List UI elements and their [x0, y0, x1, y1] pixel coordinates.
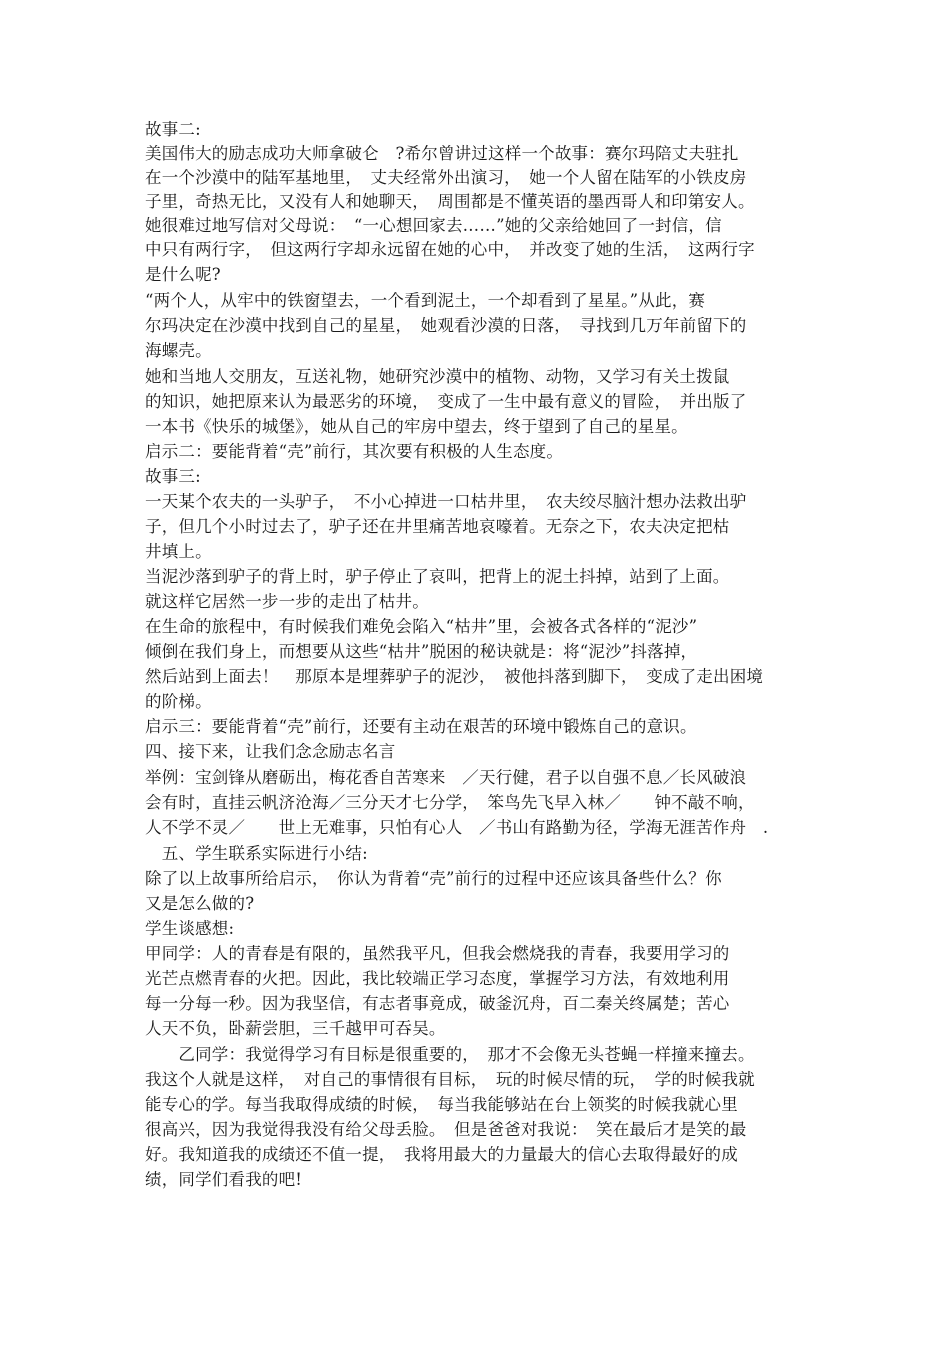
text-line: 她和当地人交朋友，互送礼物，她研究沙漠中的植物、动物，又学习有关土拨鼠: [145, 367, 730, 386]
text-line: 井填上。: [145, 542, 212, 561]
text-line: 是什么呢?: [145, 265, 221, 284]
text-line: 故事三:: [145, 467, 201, 486]
text-line: 每一分每一秒。因为我坚信，有志者事竟成，破釜沉舟，百二秦关终属楚；苦心: [145, 994, 730, 1013]
text-line: 五、学生联系实际进行小结:: [145, 844, 368, 863]
text-line: 就这样它居然一步一步的走出了枯井。: [145, 592, 429, 611]
text-line: 美国伟大的励志成功大师拿破仑 ?希尔曾讲过这样一个故事：赛尔玛陪丈夫驻扎: [145, 144, 739, 163]
text-line: 的知识，她把原来认为最恶劣的环境， 变成了一生中最有意义的冒险， 并出版了: [145, 392, 747, 411]
text-line: 启示三：要能背着“壳”前行，还要有主动在艰苦的环境中锻炼自己的意识。: [145, 717, 697, 736]
text-line: 在一个沙漠中的陆军基地里， 丈夫经常外出演习， 她一个人留在陆军的小铁皮房: [145, 168, 747, 187]
text-line: 她很难过地写信对父母说： “一心想回家去……”她的父亲给她回了一封信，信: [145, 216, 722, 235]
text-line: 人不学不灵／ 世上无难事，只怕有心人 ／书山有路勤为径，学海无涯苦作舟 .: [145, 818, 769, 837]
text-line: 在生命的旅程中，有时候我们难免会陷入“枯井”里，会被各式各样的“泥沙”: [145, 617, 698, 636]
text-line: 一天某个农夫的一头驴子， 不小心掉进一口枯井里， 农夫绞尽脑汁想办法救出驴: [145, 492, 747, 511]
text-line: 举例：宝剑锋从磨砺出，梅花香自苦寒来 ／天行健，君子以自强不息／长风破浪: [145, 768, 747, 787]
text-line: 然后站到上面去！ 那原本是埋葬驴子的泥沙， 被他抖落到脚下， 变成了走出困境: [145, 667, 764, 686]
text-line: 甲同学：人的青春是有限的，虽然我平凡，但我会燃烧我的青春，我要用学习的: [145, 944, 730, 963]
text-line: 能专心的学。每当我取得成绩的时候， 每当我能够站在台上领奖的时候我就心里: [145, 1095, 738, 1114]
text-line: 中只有两行字， 但这两行字却永远留在她的心中， 并改变了她的生活， 这两行字: [145, 240, 755, 259]
text-line: 一本书《快乐的城堡》，她从自己的牢房中望去，终于望到了自己的星星。: [145, 417, 688, 436]
text-line: 绩，同学们看我的吧!: [145, 1170, 303, 1189]
text-line: 倾倒在我们身上，而想要从这些“枯井”脱困的秘诀就是：将“泥沙”抖落掉，: [145, 642, 698, 661]
text-line: 会有时，直挂云帆济沧海／三分天才七分学， 笨鸟先飞早入林／ 钟不敲不响，: [145, 793, 755, 812]
text-line: 很高兴，因为我觉得我没有给父母丢脸。 但是爸爸对我说： 笑在最后才是笑的最: [145, 1120, 747, 1139]
text-line: 海螺壳。: [145, 341, 212, 360]
text-line: 的阶梯。: [145, 692, 212, 711]
text-line: 学生谈感想:: [145, 919, 235, 938]
text-line: 四、接下来，让我们念念励志名言: [145, 742, 396, 761]
text-line: 我这个人就是这样， 对自己的事情很有目标， 玩的时候尽情的玩， 学的时候我就: [145, 1070, 755, 1089]
text-line: 尔玛决定在沙漠中找到自己的星星， 她观看沙漠的日落， 寻找到几万年前留下的: [145, 316, 747, 335]
text-line: 光芒点燃青春的火把。因此，我比较端正学习态度，掌握学习方法，有效地利用: [145, 969, 730, 988]
text-line: 好。我知道我的成绩还不值一提， 我将用最大的力量最大的信心去取得最好的成: [145, 1145, 738, 1164]
text-line: 乙同学：我觉得学习有目标是很重要的， 那才不会像无头苍蝇一样撞来撞去。: [145, 1045, 755, 1064]
text-line: 子里，奇热无比，又没有人和她聊天， 周围都是不懂英语的墨西哥人和印第安人。: [145, 192, 755, 211]
text-line: 除了以上故事所给启示， 你认为背着“壳”前行的过程中还应该具备些什么？你: [145, 869, 722, 888]
text-line: “两个人，从牢中的铁窗望去，一个看到泥土，一个却看到了星星。”从此，赛: [145, 291, 706, 310]
text-line: 故事二:: [145, 120, 201, 139]
text-line: 子，但几个小时过去了，驴子还在井里痛苦地哀嚎着。无奈之下，农夫决定把枯: [145, 517, 730, 536]
text-line: 又是怎么做的?: [145, 894, 255, 913]
text-line: 人天不负，卧薪尝胆，三千越甲可吞吴。: [145, 1019, 446, 1038]
text-line: 当泥沙落到驴子的背上时，驴子停止了哀叫，把背上的泥土抖掉，站到了上面。: [145, 567, 730, 586]
text-line: 启示二：要能背着“壳”前行，其次要有积极的人生态度。: [145, 442, 564, 461]
